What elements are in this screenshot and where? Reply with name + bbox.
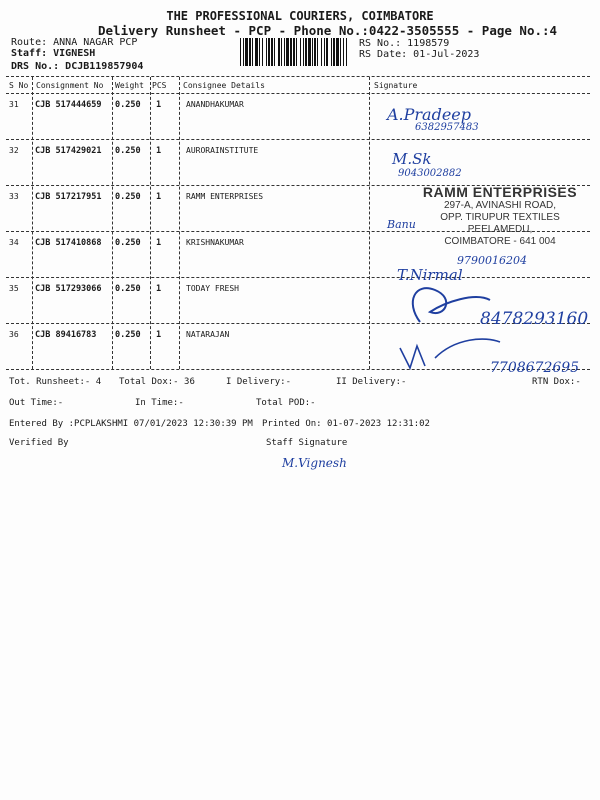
barcode-bar [303,38,304,66]
runsheet-subtitle: Delivery Runsheet - PCP - Phone No.:0422-3505555 - Page No.:4 [98,23,558,38]
svg-text:Banu: Banu [387,218,416,231]
row-sno: 35 [9,284,19,293]
row-sno: 36 [9,330,19,339]
barcode-bar [333,38,335,66]
stamp-initials [385,214,425,234]
barcode-bar [296,38,297,66]
row-consignee: ANANDHAKUMAR [186,100,244,109]
row-consignment: CJB 517429021 [35,146,102,156]
row-consignee: RAMM ENTERPRISES [186,192,264,201]
barcode-bar [245,38,248,66]
row-consignment: CJB 517444659 [35,100,102,110]
barcode-bar [259,38,260,66]
in-time: In Time:- [135,398,184,408]
barcode-bar [300,38,301,66]
stamp-line2: OPP. TIRUPUR TEXTILES [440,212,560,223]
barcode-bar [255,38,258,66]
staff-signature [280,450,370,474]
row-pcs: 1 [156,238,162,248]
signature-row-34-text: T.Nirmal [397,266,463,284]
row-consignment: CJB 89416783 [35,330,97,340]
row-weight: 0.250 [115,238,141,248]
rs-number: RS No.: 1198579 [359,38,450,49]
signature-row-35 [375,282,595,330]
staff-label: Staff: VIGNESH [11,48,96,59]
row-consignment: CJB 517217951 [35,192,102,202]
barcode-bar [284,38,285,66]
stamp-name: RAMM ENTERPRISES [422,184,578,200]
row-sno: 33 [9,192,19,201]
row-consignee: KRISHNAKUMAR [186,238,244,247]
signature-row-34-note: 9790016204 [457,254,527,267]
out-time: Out Time:- [9,398,64,408]
entered-by: Entered By :PCPLAKSHMI 07/01/2023 12:30:39 PM [9,419,253,429]
barcode-bar [321,38,322,66]
drs-number: DRS No.: DCJB119857904 [11,61,144,72]
stamp-line3: PEELAMEDU, [467,224,533,235]
row-weight: 0.250 [115,146,141,156]
barcode-bar [278,38,280,66]
rtn-dox: RTN Dox:- [532,377,581,387]
staff-signature-label: Staff Signature [266,438,348,448]
barcode-bar [336,38,339,66]
col-header-weight: Weight [115,81,144,90]
row-weight: 0.250 [115,284,141,294]
row-pcs: 1 [156,330,162,340]
second-delivery: II Delivery:- [336,377,407,387]
barcode-bar [281,38,282,66]
row-weight: 0.250 [115,330,141,340]
row-pcs: 1 [156,284,162,294]
barcode-bar [240,38,241,66]
barcode-bar [271,38,273,66]
row-pcs: 1 [156,192,162,202]
signature-row-32-note: 9043002882 [398,168,462,179]
row-consignment: CJB 517410868 [35,238,102,248]
col-header-pcs: PCS [152,81,167,90]
signature-row-31-text: A.Pradeep [387,105,472,124]
col-header-sno: S No [9,81,29,90]
signature-row-31-note: 6382957483 [415,122,479,133]
signature-row-32 [390,146,500,180]
row-sno: 32 [9,146,19,155]
stamp-line4: COIMBATORE - 641 004 [444,236,556,247]
row-pcs: 1 [156,100,162,110]
barcode-bar [331,38,332,66]
barcode-bar [290,38,292,66]
row-sno: 31 [9,100,19,109]
svg-text:M.Vignesh: M.Vignesh [282,456,347,470]
row-sno: 34 [9,238,19,247]
signature-row-32-text: M.Sk [392,150,432,168]
barcode-graphic [240,38,350,66]
barcode-bar [346,38,347,66]
company-title: THE PROFESSIONAL COURIERS, COIMBATORE [166,9,434,23]
barcode-bar [317,38,318,66]
row-consignee: TODAY FRESH [186,284,239,293]
row-consignment: CJB 517293066 [35,284,102,294]
first-delivery: I Delivery:- [226,377,292,387]
barcode-bar [324,38,325,66]
barcode-bar [249,38,251,66]
barcode-bar [308,38,311,66]
barcode-bar [340,38,341,66]
total-pod: Total POD:- [256,398,316,408]
col-header-signature: Signature [374,81,418,90]
barcode-bar [243,38,244,66]
barcode-bar [326,38,328,66]
company-stamp [415,184,585,248]
barcode-bar [268,38,270,66]
total-runsheet: Tot. Runsheet:- 4 [9,377,102,387]
rs-date: RS Date: 01-Jul-2023 [359,49,480,60]
barcode-bar [312,38,313,66]
barcode-bar [305,38,307,66]
col-header-consignment: Consignment No [36,81,104,90]
printed-on: Printed On: 01-07-2023 12:31:02 [262,419,430,429]
route-label: Route: ANNA NAGAR PCP [11,37,138,48]
total-dox: Total Dox:- 36 [119,377,195,387]
barcode-bar [252,38,253,66]
row-consignee: AURORAINSTITUTE [186,146,259,155]
row-consignee: NATARAJAN [186,330,230,339]
verified-by: Verified By [9,438,69,448]
row-weight: 0.250 [115,100,141,110]
signature-row-31 [385,100,535,134]
barcode-bar [343,38,344,66]
row-weight: 0.250 [115,192,141,202]
signature-row-34 [395,250,575,284]
barcode-bar [314,38,316,66]
barcode-bar [266,38,267,66]
barcode-bar [293,38,295,66]
col-header-consignee: Consignee Details [183,81,265,90]
barcode-bar [274,38,275,66]
signature-row-36-note: 7708672695 [490,360,580,376]
signature-row-36 [395,328,600,378]
row-pcs: 1 [156,146,162,156]
barcode-bar [286,38,289,66]
stamp-line1: 297-A, AVINASHI ROAD, [443,200,557,211]
signature-row-35-note: 8478293160 [480,309,589,329]
barcode-bar [262,38,263,66]
